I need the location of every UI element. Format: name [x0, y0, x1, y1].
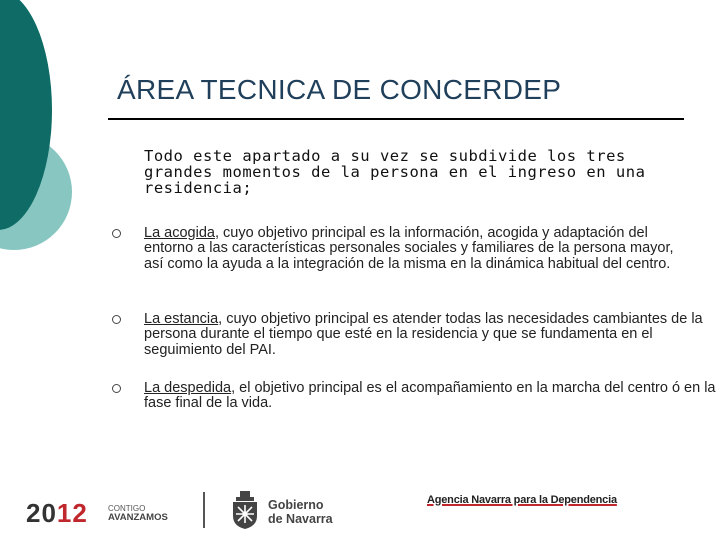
- list-item: [112, 312, 720, 358]
- bullet-term: La acogida: [144, 225, 215, 241]
- slide-title: ÁREA TECNICA DE CONCERDEP: [117, 74, 562, 105]
- bullet-description: , cuyo objetivo principal es atender todas las necesidades cambiantes de la persona durante el tiempo que esté en la residencia y que se fundamenta en el seguimiento del PAI.: [144, 311, 703, 358]
- intro-paragraph: Todo este apartado a su vez se subdivide los tres grandes momentos de la persona en el ingreso en una residencia;: [144, 147, 646, 197]
- slogan: CONTIGO AVANZAMOS: [108, 504, 168, 523]
- title-divider: [108, 118, 684, 120]
- footer-divider: [203, 492, 205, 528]
- bullet-description: , el objetivo principal es el acompañamiento en la marcha del centro ó en la fase final de la vida.: [144, 380, 716, 412]
- navarra-shield-icon: [229, 490, 261, 530]
- bullet-term: La despedida: [144, 380, 232, 396]
- bullet-term: La estancia: [144, 311, 219, 327]
- footer: [0, 480, 720, 540]
- bullet-circle-icon: [112, 229, 121, 238]
- decorative-circles: [0, 0, 110, 300]
- year-logo: 2012: [26, 498, 88, 528]
- list-item: [112, 226, 692, 272]
- bullet-description: , cuyo objetivo principal es la información, acogida y adaptación del entorno a las características personales sociales y familiares de la persona mayor, así como la ayuda a la integración de la misma en la dinámica habitual del centro.: [144, 225, 674, 272]
- list-item: [112, 381, 720, 412]
- agency-name: Agencia Navarra para la Dependencia: [427, 494, 617, 506]
- bullet-list: [112, 225, 716, 412]
- government-logo-text: Gobierno de Navarra: [268, 498, 333, 526]
- bullet-circle-icon: [112, 384, 121, 393]
- bullet-circle-icon: [112, 315, 121, 324]
